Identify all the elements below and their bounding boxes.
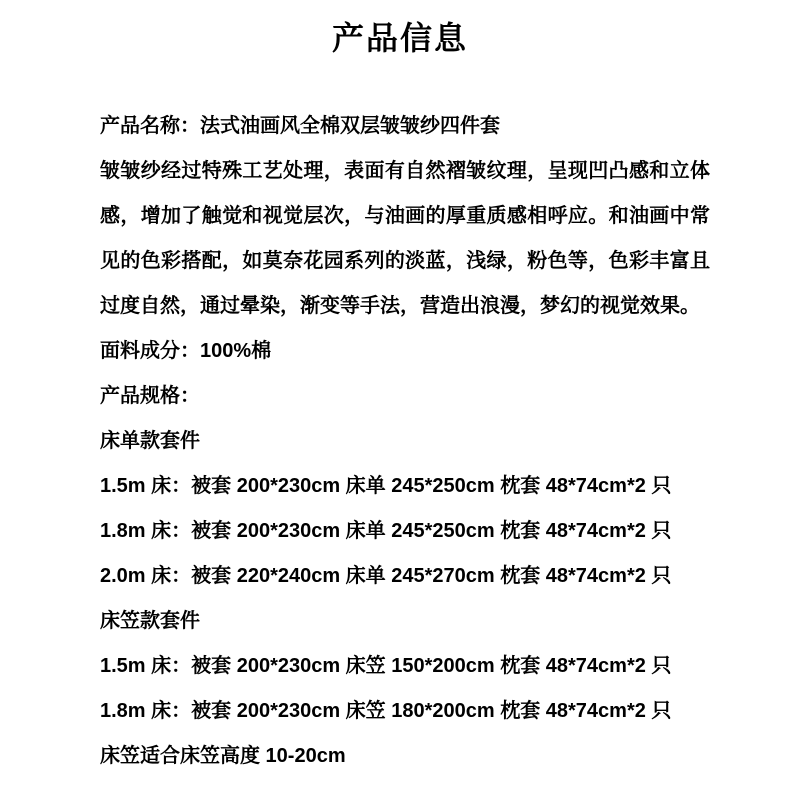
product-description: 皱皱纱经过特殊工艺处理，表面有自然褶皱纹理，呈现凹凸感和立体感，增加了触觉和视觉层次，与油画的厚重质感相呼应。和油画中常见的色彩搭配，如莫奈花园系列的淡蓝，浅绿，粉色等，色彩丰富且过度自然，通过晕染，渐变等手法，营造出浪漫，梦幻的视觉效果。 bbox=[100, 160, 710, 317]
fitted-sheet-height-note: 床笠适合床笠高度 10-20cm bbox=[100, 745, 346, 767]
product-name-line: 产品名称：法式油画风全棉双层皱皱纱四件套 bbox=[100, 115, 500, 137]
sheet-set-row: 1.8m 床：被套 200*230cm 床单 245*250cm 枕套 48*74cm*2 只 bbox=[100, 520, 672, 542]
fitted-sheet-set-row: 1.5m 床：被套 200*230cm 床笠 150*200cm 枕套 48*74cm*2 只 bbox=[100, 655, 672, 677]
fabric-composition-line: 面料成分：100%棉 bbox=[100, 340, 272, 362]
sheet-set-row: 2.0m 床：被套 220*240cm 床单 245*270cm 枕套 48*74cm*2 只 bbox=[100, 565, 672, 587]
fitted-sheet-set-heading: 床笠款套件 bbox=[100, 610, 200, 632]
sheet-set-heading: 床单款套件 bbox=[100, 430, 200, 452]
page-title: 产品信息 bbox=[331, 20, 468, 56]
spec-heading: 产品规格： bbox=[100, 385, 200, 407]
sheet-set-row: 1.5m 床：被套 200*230cm 床单 245*250cm 枕套 48*74cm*2 只 bbox=[100, 475, 672, 497]
fitted-sheet-set-row: 1.8m 床：被套 200*230cm 床笠 180*200cm 枕套 48*74cm*2 只 bbox=[100, 700, 672, 722]
